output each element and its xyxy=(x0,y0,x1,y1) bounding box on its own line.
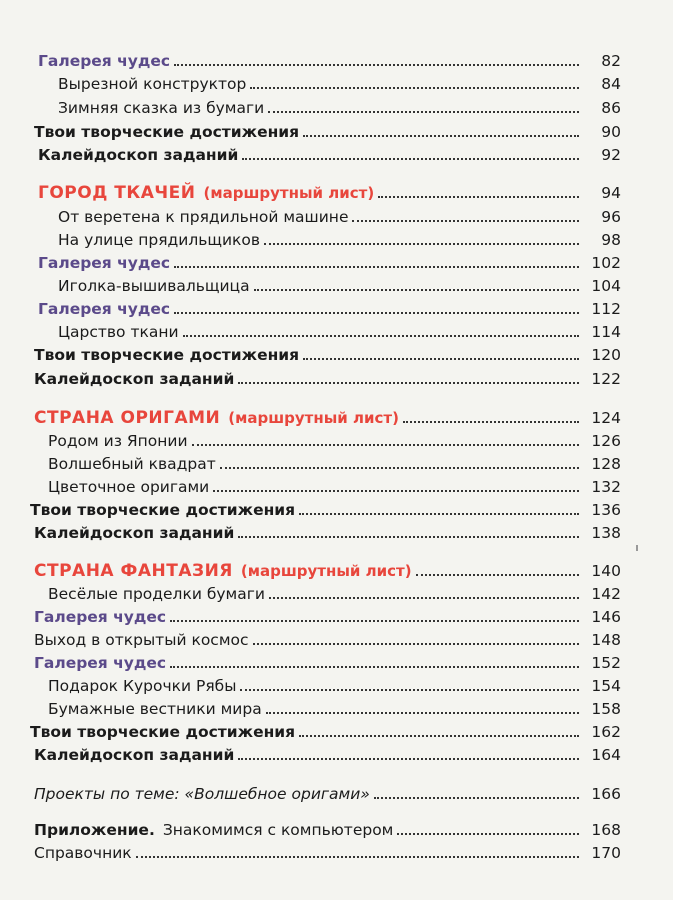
toc-page-number: 120 xyxy=(591,346,621,364)
dot-leader xyxy=(192,444,579,446)
toc-entry-title: От веретена к прядильной машине xyxy=(58,208,349,226)
toc-entry-title: Выход в открытый космос xyxy=(34,631,249,649)
toc-entry xyxy=(0,451,621,473)
toc-page-number: 102 xyxy=(591,254,621,272)
dot-leader xyxy=(303,135,579,137)
toc-entry xyxy=(0,840,621,862)
dot-leader xyxy=(170,620,579,622)
toc-page-number: 140 xyxy=(591,562,621,580)
toc-page-number: 90 xyxy=(601,123,621,141)
dot-leader xyxy=(242,158,579,160)
dot-leader xyxy=(397,833,579,835)
dot-leader xyxy=(136,856,579,858)
toc-entry-title: Калейдоскоп заданий xyxy=(38,146,239,164)
toc-page-number: 128 xyxy=(591,455,621,473)
toc-entry-title: Подарок Курочки Рябы xyxy=(48,677,237,695)
toc-page-number: 166 xyxy=(591,785,621,803)
toc-entry-title: Справочник xyxy=(34,844,132,862)
toc-page-number: 126 xyxy=(591,432,621,450)
toc-entry xyxy=(0,781,621,803)
toc-page-number: 132 xyxy=(591,478,621,496)
toc-page-number: 122 xyxy=(591,370,621,388)
toc-entry xyxy=(0,71,621,93)
toc-page-number: 138 xyxy=(591,524,621,542)
toc-entry-title: Галерея чудес xyxy=(38,300,171,318)
toc-entry xyxy=(0,273,621,295)
toc-entry-title: Родом из Японии xyxy=(48,432,188,450)
dot-leader xyxy=(220,467,579,469)
toc-entry xyxy=(0,627,621,649)
dot-leader xyxy=(183,335,579,337)
toc-page-number: 146 xyxy=(591,608,621,626)
toc-entry xyxy=(0,142,621,164)
dot-leader xyxy=(374,797,579,799)
toc-page-number: 168 xyxy=(591,821,621,839)
toc-entry xyxy=(0,204,621,226)
toc-entry xyxy=(0,95,621,117)
toc-entry-title: Твои творческие достижения xyxy=(30,501,296,519)
dot-leader xyxy=(266,712,579,714)
toc-entry-title: Галерея чудес xyxy=(38,52,171,70)
appendix-label: Приложение. xyxy=(34,821,155,839)
toc-entry xyxy=(0,428,621,450)
toc-page-number: 92 xyxy=(601,146,621,164)
dot-leader xyxy=(253,643,579,645)
dot-leader xyxy=(403,421,579,423)
toc-page-number: 112 xyxy=(591,300,621,318)
toc-entry-title: Галерея чудес xyxy=(34,608,167,626)
toc-page-number: 84 xyxy=(601,75,621,93)
toc-entry xyxy=(0,497,621,519)
toc-page-number: 170 xyxy=(591,844,621,862)
dot-leader xyxy=(170,666,579,668)
toc-page-number: 124 xyxy=(591,409,621,427)
toc-entry-title: Цветочное оригами xyxy=(48,478,210,496)
dot-leader xyxy=(238,536,579,538)
toc-page-number: 136 xyxy=(591,501,621,519)
dot-leader xyxy=(299,513,579,515)
dot-leader xyxy=(238,382,579,384)
toc-page-number: 148 xyxy=(591,631,621,649)
section-subtitle: (маршрутный лист) xyxy=(228,409,399,427)
dot-leader xyxy=(174,266,579,268)
dot-leader xyxy=(238,758,579,760)
toc-page-number: 152 xyxy=(591,654,621,672)
toc-entry-title: Весёлые проделки бумаги xyxy=(48,585,265,603)
toc-page-number: 98 xyxy=(601,231,621,249)
section-subtitle: (маршрутный лист) xyxy=(203,184,375,202)
toc-entry xyxy=(0,227,621,249)
toc-section-heading xyxy=(0,405,621,427)
toc-page-number: 164 xyxy=(591,746,621,764)
toc-entry-title: Калейдоскоп заданий xyxy=(34,524,235,542)
toc-page-number: 86 xyxy=(601,99,621,117)
toc-entry xyxy=(0,673,621,695)
section-subtitle: (маршрутный лист) xyxy=(240,562,412,580)
section-title: СТРАНА ОРИГАМИ xyxy=(34,408,221,428)
toc-entry xyxy=(0,342,621,364)
toc-entry-title: Проекты по теме: «Волшебное оригами» xyxy=(34,785,370,803)
toc-entry xyxy=(0,742,621,764)
toc-entry-title: Твои творческие достижения xyxy=(30,723,296,741)
toc-entry xyxy=(0,696,621,718)
toc-entry xyxy=(0,48,621,70)
appendix-title: Знакомимся с компьютером xyxy=(162,821,394,839)
toc-entry-title: Вырезной конструктор xyxy=(58,75,247,93)
toc-page-number: 114 xyxy=(591,323,621,341)
dot-leader xyxy=(254,289,579,291)
toc-entry-title: На улице прядильщиков xyxy=(58,231,261,249)
dot-leader xyxy=(268,111,579,113)
toc-entry xyxy=(0,366,621,388)
toc-entry xyxy=(0,604,621,626)
section-title: СТРАНА ФАНТАЗИЯ xyxy=(34,561,233,581)
toc-entry-title: Иголка-вышивальщица xyxy=(58,277,250,295)
toc-entry-title: Твои творческие достижения xyxy=(34,123,300,141)
toc-page-number: 94 xyxy=(601,184,621,202)
toc-page-number: 96 xyxy=(601,208,621,226)
toc-entry xyxy=(0,817,621,839)
toc-section-heading xyxy=(0,558,621,580)
toc-entry xyxy=(0,474,621,496)
toc-entry-title: Калейдоскоп заданий xyxy=(34,746,235,764)
toc-entry xyxy=(0,650,621,672)
dot-leader xyxy=(416,574,579,576)
toc-page-number: 142 xyxy=(591,585,621,603)
toc-entry-title: Галерея чудес xyxy=(34,654,167,672)
toc-page-number: 158 xyxy=(591,700,621,718)
dot-leader xyxy=(250,87,579,89)
dot-leader xyxy=(378,196,579,198)
toc-page-number: 154 xyxy=(591,677,621,695)
toc-entry xyxy=(0,719,621,741)
toc-entry-title: Волшебный квадрат xyxy=(48,455,216,473)
toc-entry xyxy=(0,250,621,272)
toc-entry xyxy=(0,119,621,141)
toc-page-number: 82 xyxy=(601,52,621,70)
toc-page-number: 104 xyxy=(591,277,621,295)
dot-leader xyxy=(240,689,579,691)
toc-section-heading xyxy=(0,180,621,202)
toc-entry xyxy=(0,296,621,318)
dot-leader xyxy=(213,490,579,492)
dot-leader xyxy=(352,220,579,222)
dot-leader xyxy=(174,312,579,314)
toc-entry-title: Твои творческие достижения xyxy=(34,346,300,364)
dot-leader xyxy=(264,243,579,245)
toc-entry xyxy=(0,581,621,603)
toc-entry xyxy=(0,520,621,542)
dot-leader xyxy=(174,64,579,66)
section-title: ГОРОД ТКАЧЕЙ xyxy=(38,183,196,203)
toc-entry-title: Зимняя сказка из бумаги xyxy=(58,99,265,117)
toc-entry-title: Царство ткани xyxy=(58,323,179,341)
print-mark xyxy=(636,545,638,551)
dot-leader xyxy=(299,735,579,737)
dot-leader xyxy=(303,358,579,360)
dot-leader xyxy=(269,597,579,599)
toc-entry xyxy=(0,319,621,341)
toc-page-number: 162 xyxy=(591,723,621,741)
toc-entry-title: Калейдоскоп заданий xyxy=(34,370,235,388)
toc-entry-title: Бумажные вестники мира xyxy=(48,700,262,718)
toc-entry-title: Галерея чудес xyxy=(38,254,171,272)
